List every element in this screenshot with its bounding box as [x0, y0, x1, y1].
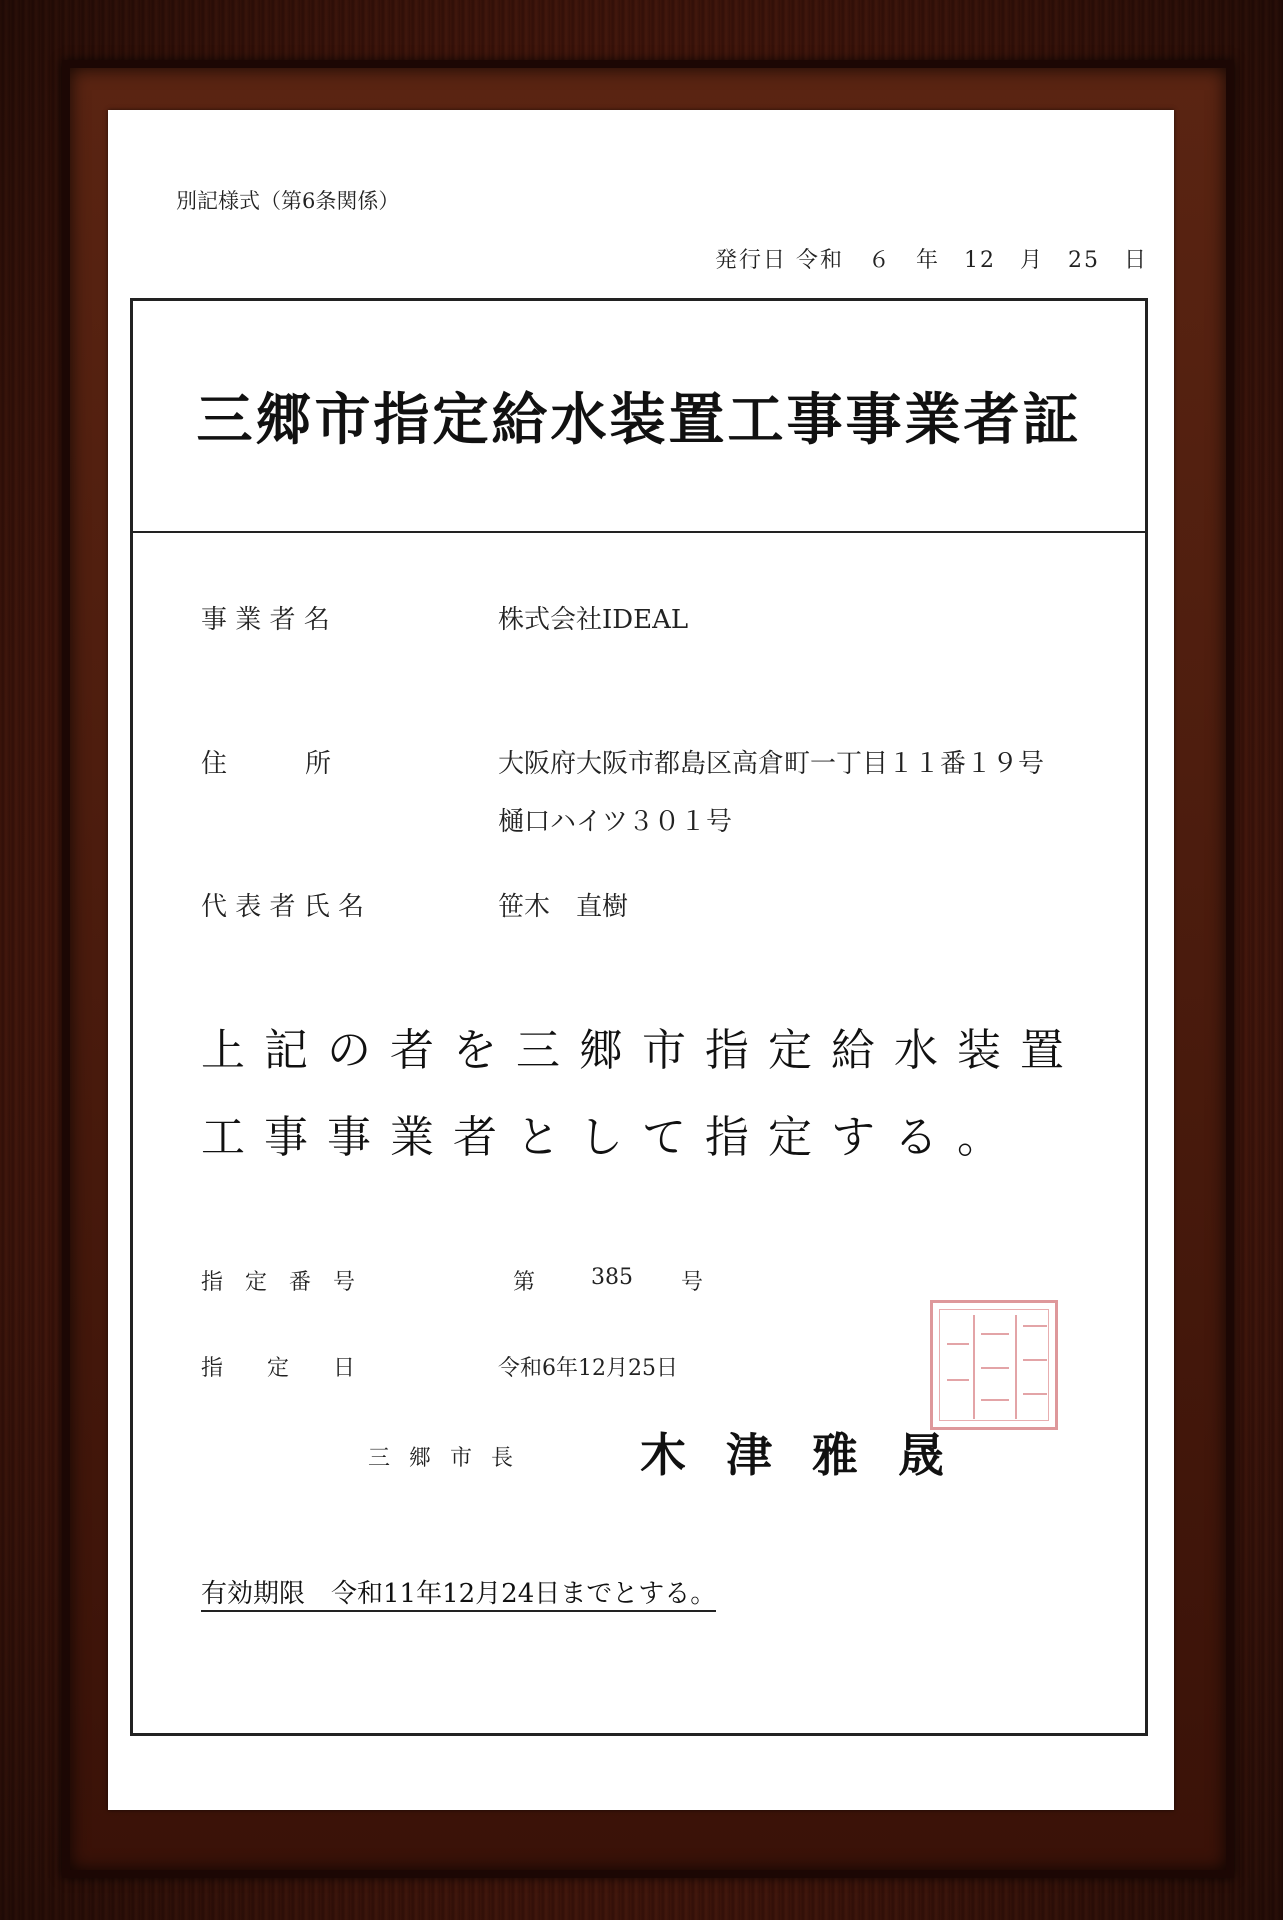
representative-value: 笹木 直樹	[498, 892, 629, 922]
seal-stroke	[947, 1379, 969, 1381]
seal-column-divider	[973, 1315, 975, 1419]
certificate-title: 三郷市指定給水装置工事事業者証	[196, 388, 1082, 453]
business-name-value: 株式会社IDEAL	[498, 605, 689, 635]
address-line-1: 大阪府大阪市都島区高倉町一丁目１１番１９号	[498, 749, 1045, 779]
seal-stroke	[981, 1333, 1009, 1335]
representative-label: 代 表 者 氏 名	[201, 892, 365, 922]
designation-date-label: 指 定 日	[201, 1356, 356, 1381]
seal-stroke	[1023, 1325, 1047, 1327]
designation-number-suffix: 号	[681, 1270, 704, 1295]
declaration-line-2: 工事事業者として指定する。	[201, 1112, 1020, 1163]
seal-stroke	[1023, 1359, 1047, 1361]
mayor-name: 木津雅晟	[640, 1428, 984, 1482]
form-reference: 別記様式（第6条関係）	[176, 189, 400, 213]
seal-stroke	[947, 1343, 969, 1345]
address-label: 住 所	[201, 749, 332, 779]
seal-stroke	[981, 1399, 1009, 1401]
validity-period: 有効期限 令和11年12月24日までとする。	[201, 1573, 716, 1612]
business-name-label: 事 業 者 名	[201, 605, 330, 635]
designation-number-prefix: 第	[513, 1270, 536, 1295]
certificate-border-box	[130, 298, 1148, 1736]
designation-number-value: 385	[591, 1265, 633, 1290]
issue-date: 発行日 令和 ６ 年 12 月 25 日	[715, 248, 1148, 273]
designation-date-value: 令和6年12月25日	[498, 1356, 678, 1381]
title-area	[133, 301, 1145, 533]
seal-column-divider	[1015, 1315, 1017, 1419]
address-line-2: 樋口ハイツ３０１号	[498, 807, 733, 837]
certificate-paper	[108, 110, 1174, 1810]
mayor-title: 三 郷 市 長	[368, 1446, 519, 1471]
official-seal-stamp	[930, 1300, 1058, 1430]
seal-stroke	[981, 1367, 1009, 1369]
designation-number-label: 指 定 番 号	[201, 1270, 356, 1295]
seal-stroke	[1023, 1393, 1047, 1395]
declaration-line-1: 上記の者を三郷市指定給水装置	[201, 1025, 1083, 1076]
